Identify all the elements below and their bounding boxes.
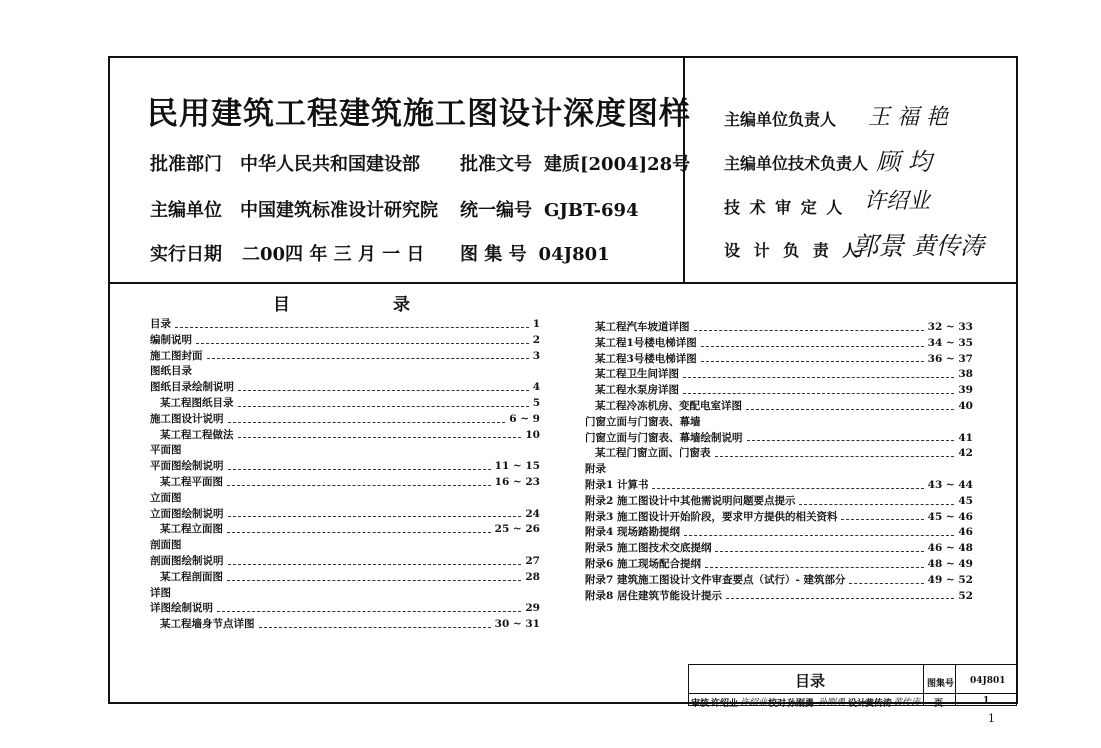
page-number: 1 <box>983 696 990 706</box>
toc-entry <box>150 396 540 412</box>
editor-unit-row <box>150 196 438 222</box>
editor-unit-value: 中国建筑标准设计研究院 <box>240 200 438 221</box>
toc-leader <box>747 440 955 441</box>
toc-entry-page: 30 ~ 31 <box>494 618 540 631</box>
toc-leader <box>238 437 522 438</box>
toc-leader <box>715 551 923 552</box>
design-label: 设计 <box>848 699 867 709</box>
toc-entry <box>150 475 540 491</box>
toc-leader <box>228 469 491 470</box>
toc-entry-title: 立面图绘制说明 <box>150 507 224 520</box>
toc-entry-title: 平面图绘制说明 <box>150 460 224 473</box>
title-block-name: 目录 <box>795 672 826 690</box>
toc-entry-title: 附录6 施工现场配合提纲 <box>585 557 701 570</box>
toc-leader <box>228 516 522 517</box>
toc-entry <box>150 586 540 602</box>
toc-leader <box>652 488 923 489</box>
toc-entry-page: 46 <box>958 526 973 539</box>
toc-heading-1: 目 <box>273 295 290 315</box>
check-label: 校对 <box>768 699 787 709</box>
toc-entry-title: 图纸目录 <box>150 365 192 378</box>
toc-entry-title: 详图 <box>150 586 171 599</box>
toc-leader <box>849 583 923 584</box>
atlas-no-label: 图 集 号 <box>460 244 527 265</box>
toc-entry <box>150 459 540 475</box>
toc-entry-page: 46 ~ 48 <box>927 542 973 555</box>
toc-entry <box>585 541 973 557</box>
toc-entry <box>150 443 540 459</box>
toc-entry <box>150 317 540 333</box>
toc-leader <box>227 532 491 533</box>
toc-entry-title: 某工程1号楼电梯详图 <box>595 336 697 349</box>
toc-entry-page: 41 <box>958 431 973 444</box>
toc-entry <box>585 478 973 494</box>
toc-entry <box>585 462 973 478</box>
toc-entry-page: 36 ~ 37 <box>927 352 973 365</box>
unified-no-value: GJBT-694 <box>544 200 639 221</box>
toc-entry-title: 某工程汽车坡道详图 <box>595 321 690 333</box>
toc-entry-title: 门窗立面与门窗表、幕墙 <box>585 415 701 428</box>
toc-entry-page: 24 <box>525 507 540 520</box>
approval-dept-value: 中华人民共和国建设部 <box>240 154 420 175</box>
header-divider-horizontal <box>108 282 1018 284</box>
toc-entry-page: 43 ~ 44 <box>927 478 973 491</box>
toc-entry <box>585 525 973 541</box>
toc-entry-title: 某工程工程做法 <box>160 428 234 441</box>
toc-entry-title: 附录3 施工图设计开始阶段，要求甲方提供的相关资料 <box>585 510 838 523</box>
tech-review-signature: 许绍业 <box>864 189 931 214</box>
toc-entry-page: 42 <box>958 447 973 460</box>
toc-entry-title: 立面图 <box>150 491 182 504</box>
toc-entry-page: 3 <box>532 349 540 362</box>
toc-entry <box>585 557 973 573</box>
toc-entry <box>585 510 973 526</box>
check-name: 孙刚勇 <box>787 699 815 709</box>
toc-leader <box>207 358 529 359</box>
title-block-vdiv-2 <box>955 664 956 706</box>
toc-leader <box>217 611 521 612</box>
toc-entry-title: 详图绘制说明 <box>150 602 213 615</box>
toc-entry-title: 某工程剖面图 <box>160 570 223 583</box>
toc-leader <box>684 535 954 536</box>
toc-leader <box>227 485 491 486</box>
toc-leader <box>746 409 954 410</box>
toc-entry <box>150 554 540 570</box>
review-signature: 许绍业 <box>740 698 768 708</box>
toc-entry-page: 34 ~ 35 <box>927 336 973 349</box>
toc-entry-page: 45 ~ 46 <box>927 510 973 523</box>
toc-entry <box>150 412 540 428</box>
footer-page-number: 1 <box>988 712 995 725</box>
design-name: 黄传涛 <box>865 699 893 709</box>
toc-entry <box>585 494 973 510</box>
toc-entry <box>585 431 973 447</box>
toc-leader <box>259 627 491 628</box>
toc-entry-page: 32 ~ 33 <box>927 321 973 333</box>
toc-leader <box>227 580 521 581</box>
toc-entry <box>150 617 540 633</box>
toc-entry-title: 附录2 施工图设计中其他需说明问题要点提示 <box>585 494 796 507</box>
toc-entry <box>585 367 973 383</box>
toc-entry-title: 施工图封面 <box>150 349 203 362</box>
toc-entry-title: 附录5 施工图技术交底提纲 <box>585 542 712 555</box>
check-signature: 孙刚勇 <box>818 698 846 708</box>
toc-entry-page: 2 <box>532 333 540 346</box>
toc-entry <box>150 349 540 365</box>
toc-entry-page: 52 <box>958 589 973 602</box>
unified-no-label: 统一编号 <box>460 200 532 221</box>
title-block-hdiv <box>688 693 1017 694</box>
toc-entry-title: 剖面图 <box>150 539 182 552</box>
toc-leader <box>841 519 923 520</box>
toc-leader <box>694 330 924 331</box>
toc-entry <box>585 383 973 399</box>
chief-label: 主编单位负责人 <box>724 110 837 129</box>
toc-entry-title: 平面图 <box>150 444 182 457</box>
toc-entry <box>585 336 973 352</box>
toc-entry-page: 10 <box>525 428 540 441</box>
review-name: 许绍业 <box>711 699 739 709</box>
approval-doc-label: 批准文号 <box>460 154 532 175</box>
approval-doc-row <box>460 150 690 176</box>
title-block-atlas-no: 04J801 <box>970 676 1006 686</box>
toc-entry-title: 附录7 建筑施工图设计文件审查要点（试行）- 建筑部分 <box>585 573 846 586</box>
effective-date-value: 二00四 年 三 月 一 日 <box>242 244 425 265</box>
toc-entry-title: 施工图设计说明 <box>150 412 224 425</box>
toc-entry-title: 附录1 计算书 <box>585 478 649 491</box>
toc-entry-title: 图纸目录绘制说明 <box>150 381 234 394</box>
page-label: 页 <box>934 699 944 709</box>
toc-entry-title: 附录 <box>585 463 606 476</box>
design-lead-label: 设 计 负 责 人 <box>724 241 863 260</box>
toc-leader <box>683 393 954 394</box>
toc-entry-title: 某工程卫生间详图 <box>595 368 679 381</box>
toc-entry-page: 16 ~ 23 <box>494 475 540 488</box>
toc-right-column <box>585 320 973 604</box>
toc-entry-title: 某工程3号楼电梯详图 <box>595 352 697 365</box>
toc-entry <box>150 364 540 380</box>
toc-leader <box>726 598 954 599</box>
toc-entry-title: 附录8 居住建筑节能设计提示 <box>585 589 722 602</box>
editor-unit-label: 主编单位 <box>150 200 222 221</box>
toc-entry <box>150 601 540 617</box>
toc-entry-title: 目录 <box>150 318 171 330</box>
toc-leader <box>238 406 529 407</box>
toc-leader <box>196 343 529 344</box>
toc-entry <box>150 507 540 523</box>
toc-entry <box>585 589 973 605</box>
toc-leader <box>701 361 924 362</box>
toc-entry-page: 5 <box>532 396 540 409</box>
toc-entry-title: 某工程墙身节点详图 <box>160 618 255 631</box>
toc-leader <box>799 504 954 505</box>
approval-doc-value: 建质[2004]28号 <box>544 154 691 175</box>
toc-entry <box>585 415 973 431</box>
chief-signature: 王 福 艳 <box>868 105 948 130</box>
toc-leader <box>683 377 954 378</box>
toc-entry-page: 25 ~ 26 <box>494 523 540 536</box>
tech-chief-signature: 顾 均 <box>876 148 932 176</box>
toc-entry-title: 某工程门窗立面、门窗表 <box>595 447 711 460</box>
toc-entry-page: 45 <box>958 494 973 507</box>
toc-entry-title: 门窗立面与门窗表、幕墙绘制说明 <box>585 431 743 444</box>
toc-entry-page: 1 <box>532 318 540 330</box>
toc-entry <box>150 380 540 396</box>
approval-dept-row <box>150 150 420 176</box>
toc-entry <box>585 399 973 415</box>
toc-entry <box>150 491 540 507</box>
toc-leader <box>228 564 522 565</box>
tech-review-label: 技 术 审 定 人 <box>724 198 845 217</box>
toc-entry-page: 38 <box>958 368 973 381</box>
toc-entry <box>150 333 540 349</box>
toc-entry <box>150 570 540 586</box>
toc-leader <box>705 567 924 568</box>
toc-leader <box>701 346 924 347</box>
toc-left-column <box>150 317 540 633</box>
title-block-atlas-label: 图集号 <box>927 679 955 689</box>
toc-entry-title: 某工程平面图 <box>160 475 223 488</box>
document-title: 民用建筑工程建筑施工图设计深度图样 <box>147 96 691 132</box>
toc-entry-page: 4 <box>532 381 540 394</box>
toc-entry-title: 某工程立面图 <box>160 523 223 536</box>
unified-no-row <box>460 196 639 222</box>
toc-entry-page: 28 <box>525 570 540 583</box>
toc-entry-title: 附录4 现场踏勘提纲 <box>585 526 680 539</box>
design-lead-signature-2: 黄传涛 <box>912 232 984 260</box>
atlas-no-value: 04J801 <box>538 244 610 265</box>
toc-entry-title: 剖面图绘制说明 <box>150 554 224 567</box>
design-lead-signature-1: 郭景 <box>852 232 905 262</box>
toc-entry <box>585 573 973 589</box>
review-label: 审核 <box>691 699 710 709</box>
effective-date-row <box>150 240 424 266</box>
toc-entry-page: 49 ~ 52 <box>927 573 973 586</box>
toc-entry-page: 6 ~ 9 <box>509 412 540 425</box>
toc-entry <box>150 522 540 538</box>
toc-leader <box>715 456 955 457</box>
toc-entry-title: 某工程冷冻机房、变配电室详图 <box>595 399 742 412</box>
toc-entry-title: 编制说明 <box>150 333 192 346</box>
toc-entry-page: 48 ~ 49 <box>927 557 973 570</box>
toc-entry-page: 27 <box>525 554 540 567</box>
toc-leader <box>175 327 529 328</box>
toc-entry <box>585 320 973 336</box>
toc-leader <box>228 422 506 423</box>
atlas-no-row <box>460 240 610 266</box>
approval-dept-label: 批准部门 <box>150 154 222 175</box>
effective-date-label: 实行日期 <box>150 244 222 265</box>
toc-entry <box>585 446 973 462</box>
toc-entry-page: 40 <box>958 399 973 412</box>
toc-entry-page: 39 <box>958 384 973 397</box>
toc-entry-page: 11 ~ 15 <box>494 460 540 473</box>
toc-entry-page: 29 <box>525 602 540 615</box>
title-block-vdiv-1 <box>923 664 924 706</box>
toc-entry <box>585 352 973 368</box>
toc-entry-title: 某工程水泵房详图 <box>595 384 679 397</box>
toc-entry <box>150 538 540 554</box>
toc-heading-2: 录 <box>393 295 410 315</box>
tech-chief-label: 主编单位技术负责人 <box>724 154 869 173</box>
design-signature: 黄传涛 <box>893 698 921 708</box>
toc-entry-title: 某工程图纸目录 <box>160 396 234 409</box>
toc-leader <box>238 390 529 391</box>
toc-entry <box>150 428 540 444</box>
